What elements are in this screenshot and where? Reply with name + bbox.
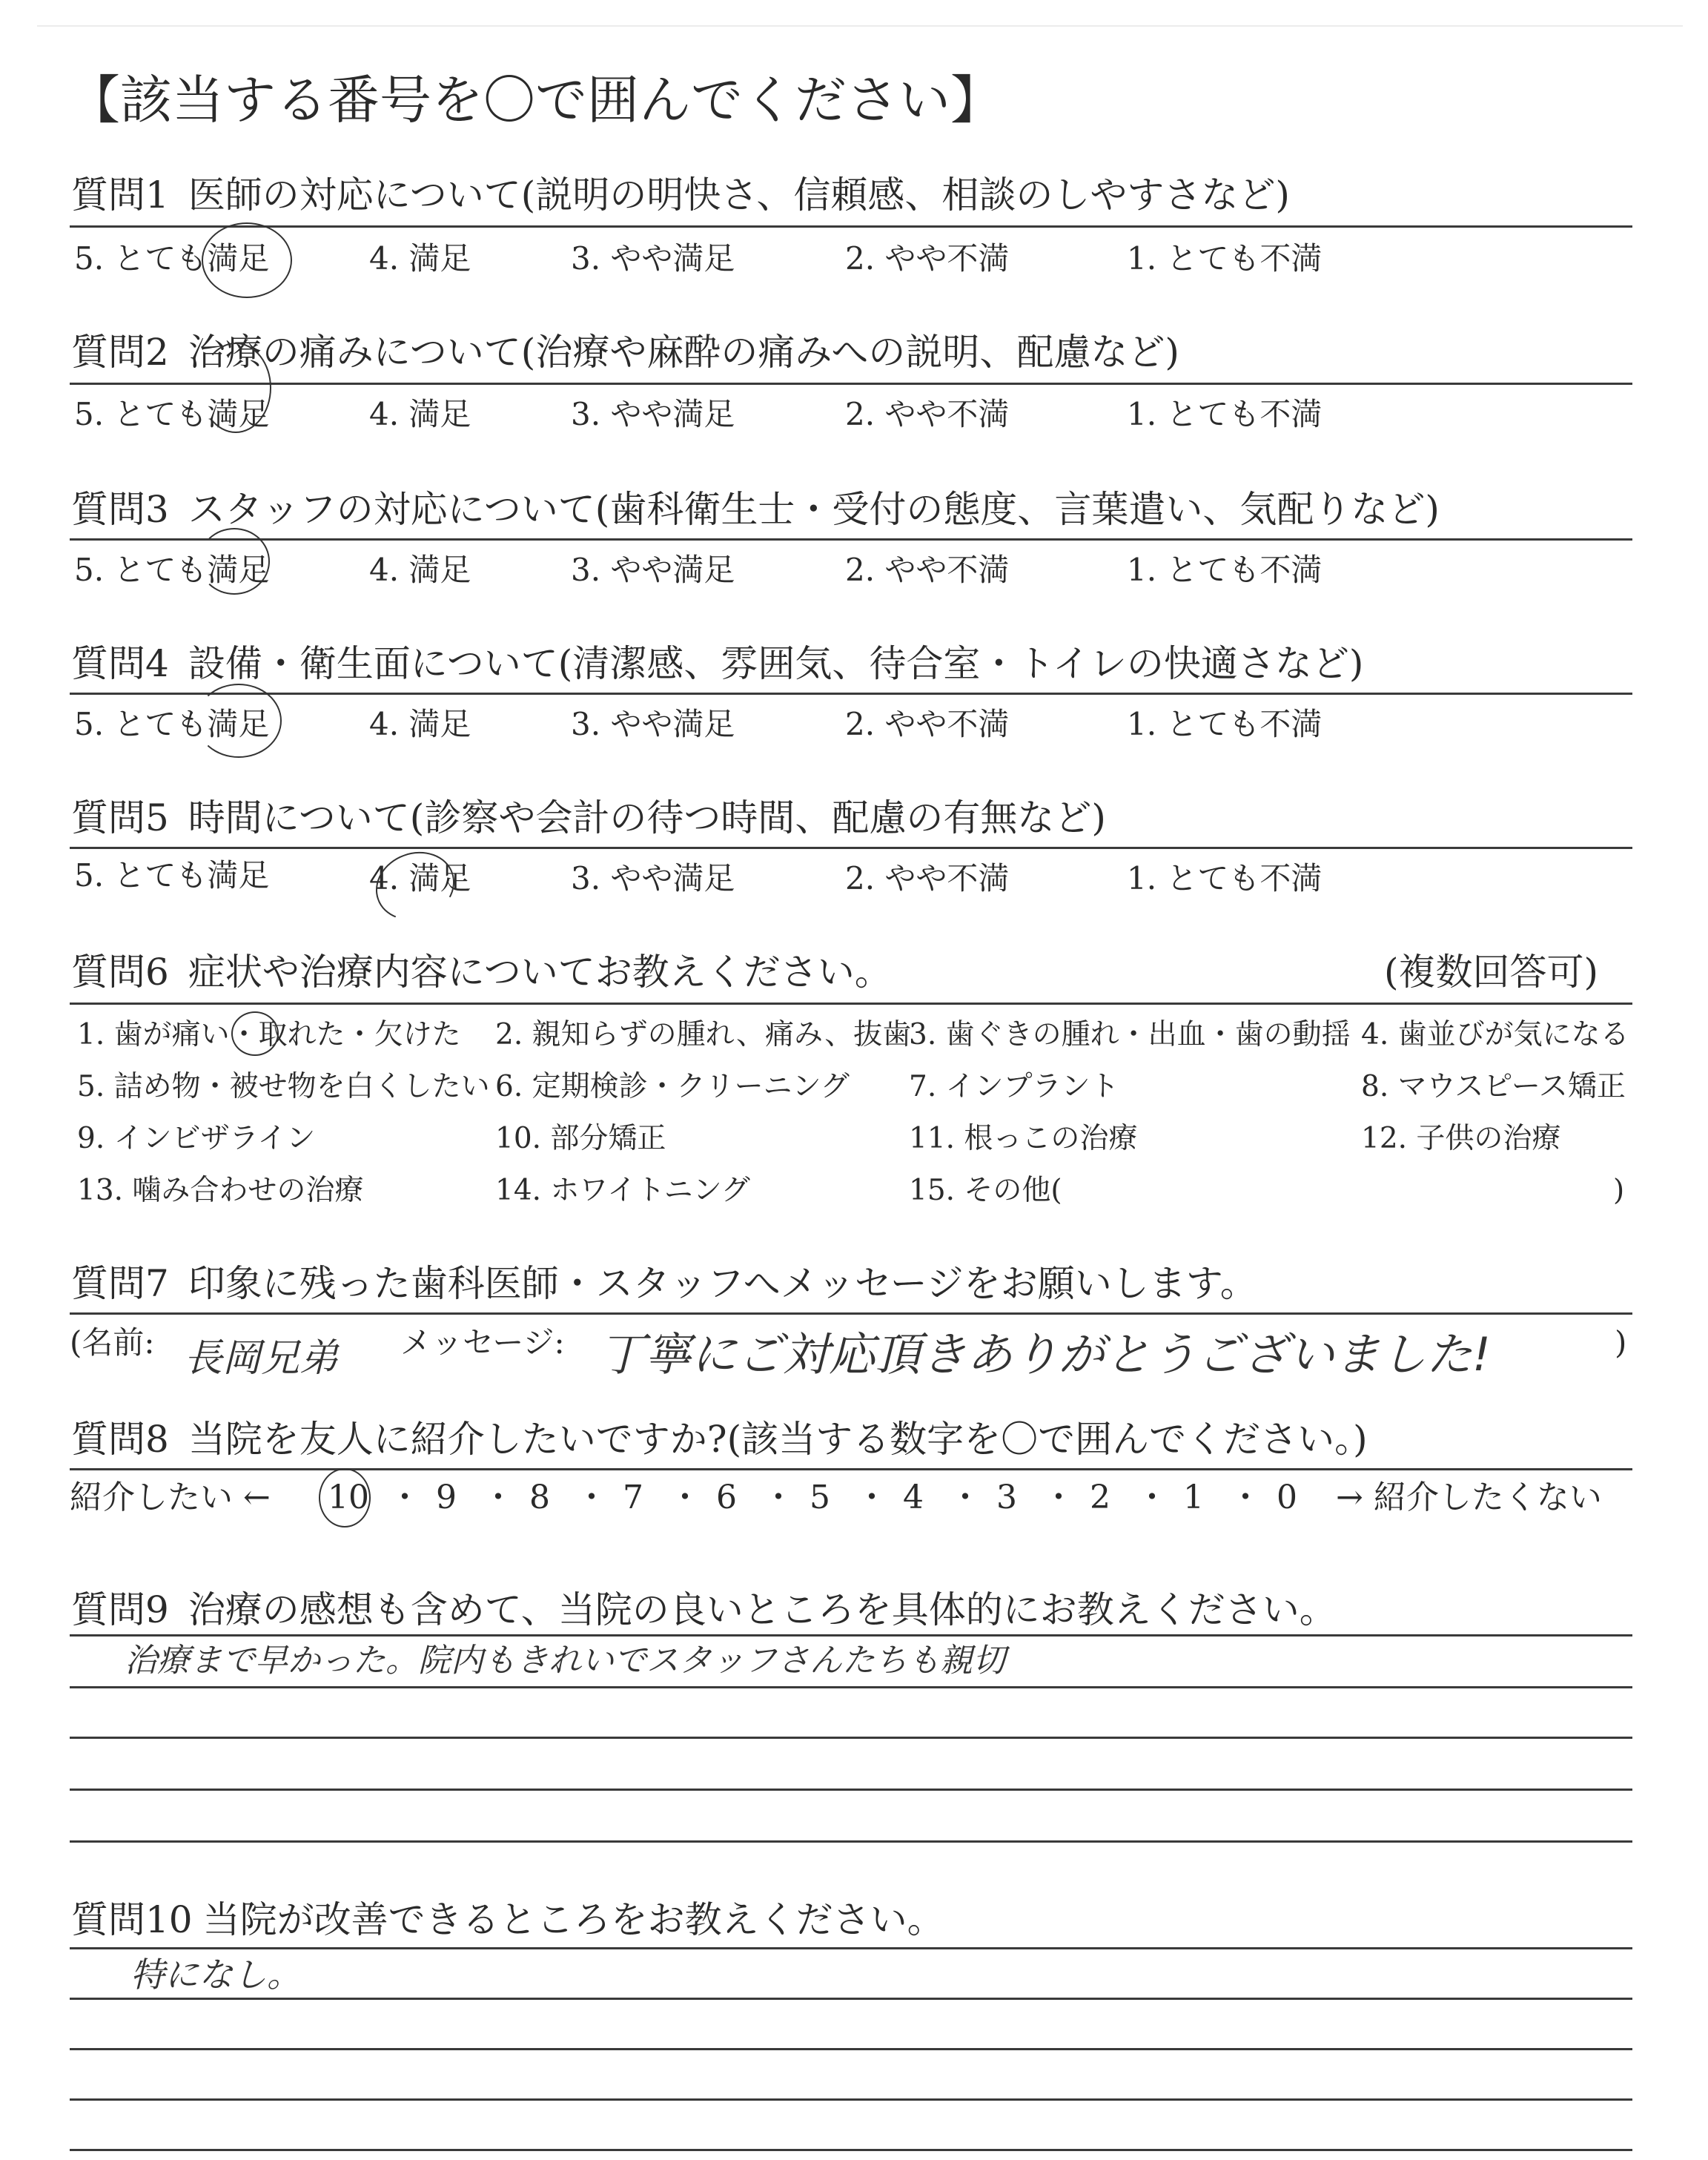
scale-separator: ・ xyxy=(855,1479,888,1516)
question-number: 質問4 xyxy=(71,642,169,685)
multiple-answers-note: (複数回答可) xyxy=(1383,951,1598,994)
q6-other-close-paren: ) xyxy=(1613,1174,1625,1207)
scale-value-7[interactable]: 7 xyxy=(623,1479,643,1516)
question-text: 当院が改善できるところをお教えください。 xyxy=(202,1898,944,1941)
scale-value-0[interactable]: 0 xyxy=(1277,1479,1297,1516)
writing-line xyxy=(70,1789,1632,1791)
writing-line xyxy=(70,1737,1632,1739)
question-number: 質問2 xyxy=(71,331,169,374)
message-handwritten[interactable]: 丁寧にご対応頂きありがとうございました! xyxy=(599,1327,1491,1381)
writing-line xyxy=(70,2149,1632,2151)
q6-choice-6[interactable]: 6. 定期検診・クリーニング xyxy=(495,1070,850,1103)
q1-selection-mark xyxy=(202,222,292,298)
q3-option-4[interactable]: 4. 満足 xyxy=(369,552,471,588)
q6-choice-10[interactable]: 10. 部分矯正 xyxy=(495,1122,666,1155)
scale-value-4[interactable]: 4 xyxy=(903,1479,924,1516)
q6-choice-13[interactable]: 13. 噛み合わせの治療 xyxy=(77,1174,364,1207)
q4-option-1[interactable]: 1. とても不満 xyxy=(1127,706,1323,742)
recommend-label-right: → 紹介したくない xyxy=(1336,1479,1602,1516)
scale-separator: ・ xyxy=(762,1479,795,1516)
scale-separator: ・ xyxy=(1042,1479,1075,1516)
question-text: 設備・衛生面について(清潔感、雰囲気、待合室・トイレの快適さなど) xyxy=(188,642,1364,685)
question-text: 治療の痛みについて(治療や麻酔の痛みへの説明、配慮など) xyxy=(188,331,1179,374)
writing-line xyxy=(70,2098,1632,2101)
q6-choice-12[interactable]: 12. 子供の治療 xyxy=(1361,1122,1561,1155)
q2-option-1[interactable]: 1. とても不満 xyxy=(1127,396,1323,432)
q4-option-2[interactable]: 2. やや不満 xyxy=(845,706,1010,742)
question-number: 質問3 xyxy=(71,488,169,531)
q3-selection-mark xyxy=(199,528,270,595)
divider xyxy=(70,383,1632,385)
scale-separator: ・ xyxy=(575,1479,608,1516)
q6-choice-1[interactable]: 1. 歯が痛い・取れた・欠けた xyxy=(77,1018,461,1051)
writing-line xyxy=(70,1840,1632,1843)
scale-separator: ・ xyxy=(669,1479,701,1516)
question-5-title xyxy=(71,796,1106,839)
q1-option-4[interactable]: 4. 満足 xyxy=(369,240,471,277)
name-label: (名前: xyxy=(70,1324,155,1361)
question-text: 時間について(診察や会計の待つ時間、配慮の有無など) xyxy=(188,796,1106,839)
question-6-title xyxy=(71,951,892,994)
q6-choice-14[interactable]: 14. ホワイトニング xyxy=(495,1174,750,1207)
question-1-title xyxy=(71,174,1290,217)
q5-option-3[interactable]: 3. やや満足 xyxy=(571,860,735,896)
scale-value-8[interactable]: 8 xyxy=(529,1479,550,1516)
message-label: メッセージ: xyxy=(400,1324,565,1361)
q4-option-5[interactable]: 5. とても満足 xyxy=(74,706,270,742)
scale-value-2[interactable]: 2 xyxy=(1090,1479,1110,1516)
question-number: 質問8 xyxy=(71,1418,169,1461)
divider xyxy=(70,693,1632,695)
question-number: 質問1 xyxy=(71,174,169,217)
q6-choice-15[interactable]: 15. その他( xyxy=(909,1174,1062,1207)
scan-top-edge xyxy=(37,25,1683,27)
q6-choice-5[interactable]: 5. 詰め物・被せ物を白くしたい xyxy=(77,1070,490,1103)
q1-option-2[interactable]: 2. やや不満 xyxy=(845,240,1010,277)
q10-answer-handwritten[interactable]: 特になし。 xyxy=(130,1955,301,1995)
q3-option-2[interactable]: 2. やや不満 xyxy=(845,552,1010,588)
scale-value-3[interactable]: 3 xyxy=(996,1479,1017,1516)
question-number: 質問6 xyxy=(71,951,169,994)
question-10-title xyxy=(71,1898,944,1941)
q5-option-1[interactable]: 1. とても不満 xyxy=(1127,860,1323,896)
question-text: スタッフの対応について(歯科衛生士・受付の態度、言葉遣い、気配りなど) xyxy=(188,488,1440,531)
scale-value-1[interactable]: 1 xyxy=(1183,1479,1204,1516)
scale-separator: ・ xyxy=(482,1479,514,1516)
scale-value-5[interactable]: 5 xyxy=(810,1479,830,1516)
scale-value-6[interactable]: 6 xyxy=(716,1479,737,1516)
q8-selection-mark xyxy=(319,1468,371,1527)
q3-option-3[interactable]: 3. やや満足 xyxy=(571,552,735,588)
q6-selection-mark xyxy=(231,1011,279,1056)
q6-choice-2[interactable]: 2. 親知らずの腫れ、痛み、抜歯 xyxy=(495,1018,912,1051)
q4-option-3[interactable]: 3. やや満足 xyxy=(571,706,735,742)
q5-selection-mark xyxy=(366,841,464,931)
scale-separator: ・ xyxy=(949,1479,982,1516)
question-text: 治療の感想も含めて、当院の良いところを具体的にお教えください。 xyxy=(188,1588,1337,1631)
q2-option-3[interactable]: 3. やや満足 xyxy=(571,396,735,432)
q3-option-1[interactable]: 1. とても不満 xyxy=(1127,552,1323,588)
question-3-title xyxy=(71,488,1440,531)
q1-option-5[interactable]: 5. とても満足 xyxy=(74,240,270,277)
writing-line xyxy=(70,1998,1632,2000)
question-number: 質問7 xyxy=(71,1262,169,1305)
divider xyxy=(70,225,1632,228)
question-number: 質問5 xyxy=(71,796,169,839)
scale-separator: ・ xyxy=(388,1479,421,1516)
question-7-title xyxy=(71,1262,1257,1305)
writing-line xyxy=(70,1947,1632,1949)
q2-selection-mark xyxy=(200,343,271,433)
question-8-title xyxy=(71,1418,1368,1461)
q6-choice-7[interactable]: 7. インプラント xyxy=(909,1070,1119,1103)
divider xyxy=(70,1003,1632,1005)
scale-value-10[interactable]: 10 xyxy=(328,1479,369,1516)
divider xyxy=(70,1312,1632,1315)
question-number: 質問10 xyxy=(71,1898,193,1941)
q1-option-3[interactable]: 3. やや満足 xyxy=(571,240,735,277)
question-9-title xyxy=(71,1588,1337,1631)
question-4-title xyxy=(71,642,1364,685)
question-text: 印象に残った歯科医師・スタッフへメッセージをお願いします。 xyxy=(188,1262,1257,1305)
message-close-paren: ) xyxy=(1615,1324,1627,1361)
q4-option-4[interactable]: 4. 満足 xyxy=(369,706,471,742)
q6-choice-8[interactable]: 8. マウスピース矯正 xyxy=(1361,1070,1626,1103)
recommend-label-left: 紹介したい ← xyxy=(70,1479,271,1516)
name-handwritten[interactable]: 長岡兄弟 xyxy=(184,1336,339,1381)
q2-option-2[interactable]: 2. やや不満 xyxy=(845,396,1010,432)
question-text: 症状や治療内容についてお教えください。 xyxy=(188,951,892,994)
question-text: 医師の対応について(説明の明快さ、信頼感、相談のしやすさなど) xyxy=(188,174,1290,217)
scale-separator: ・ xyxy=(1136,1479,1168,1516)
question-text: 当院を友人に紹介したいですか?(該当する数字を〇で囲んでください。) xyxy=(188,1418,1368,1461)
q5-option-2[interactable]: 2. やや不満 xyxy=(845,860,1010,896)
q4-selection-mark xyxy=(196,684,282,758)
q2-option-4[interactable]: 4. 満足 xyxy=(369,396,471,432)
divider xyxy=(70,1468,1632,1470)
q9-answer-handwritten[interactable]: 治療まで早かった。院内もきれいでスタッフさんたちも親切 xyxy=(125,1642,1005,1680)
writing-line xyxy=(70,2048,1632,2050)
question-number: 質問9 xyxy=(71,1588,169,1631)
q6-choice-11[interactable]: 11. 根っこの治療 xyxy=(909,1122,1138,1155)
writing-line xyxy=(70,1686,1632,1688)
scale-value-9[interactable]: 9 xyxy=(436,1479,457,1516)
q6-choice-3[interactable]: 3. 歯ぐきの腫れ・出血・歯の動揺 xyxy=(909,1018,1351,1051)
divider xyxy=(70,538,1632,541)
writing-line xyxy=(70,1634,1632,1636)
q5-option-4[interactable]: 4. 満足 xyxy=(369,860,471,896)
q5-option-5[interactable]: 5. とても満足 xyxy=(74,857,270,894)
divider xyxy=(70,847,1632,849)
scale-separator: ・ xyxy=(1229,1479,1262,1516)
page-title: 【該当する番号を〇で囲んでください】 xyxy=(68,70,1002,131)
q1-option-1[interactable]: 1. とても不満 xyxy=(1127,240,1323,277)
q6-choice-4[interactable]: 4. 歯並びが気になる xyxy=(1361,1018,1629,1051)
q2-option-5[interactable]: 5. とても満足 xyxy=(74,396,270,432)
q3-option-5[interactable]: 5. とても満足 xyxy=(74,552,270,588)
q6-choice-9[interactable]: 9. インビザライン xyxy=(77,1122,316,1155)
